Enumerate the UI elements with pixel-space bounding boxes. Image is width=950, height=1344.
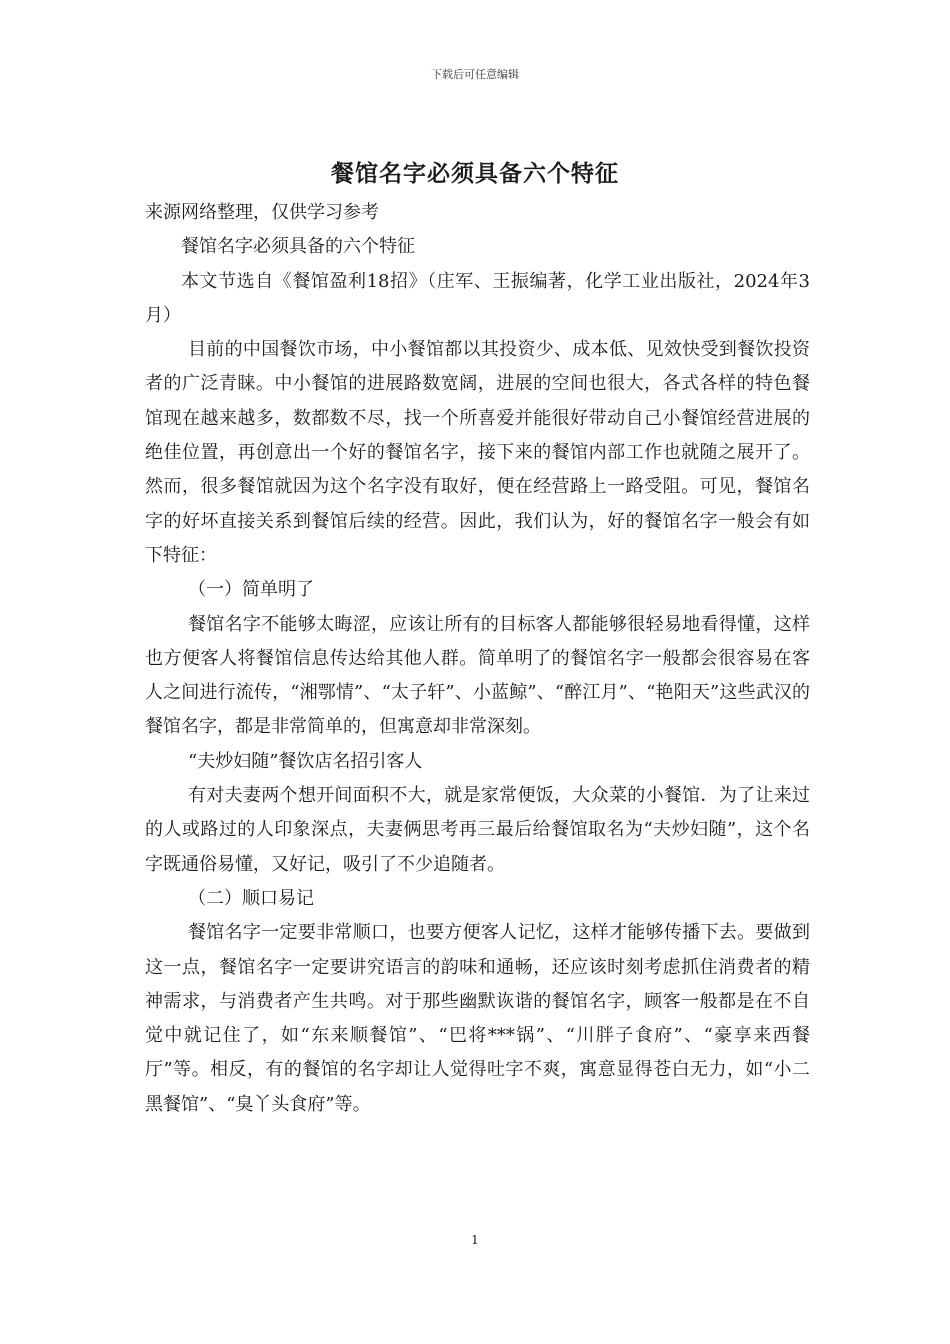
paragraph-subtitle: 餐馆名字必须具备的六个特征	[181, 236, 415, 258]
paragraph-citation: 本文节选自《餐馆盈利18招》（庄军、王振编著，化学工业出版社，2024年3月）	[145, 270, 810, 326]
page-number: 1	[471, 1233, 479, 1247]
paragraph-section-2: 餐馆名字一定要非常顺口，也要方便客人记忆，这样才能够传播下去。要做到这一点，餐馆名字一定要讲究语言的韵味和通畅，还应该时刻考虑抓住消费者的精神需求，与消费者产生共鸣。对于那些幽默诙谐的餐馆名字，顾客一般都是在不自觉中就记住了，如“东来顺餐馆”、“巴将***锅”、“川胖子食府”、“豪享来西餐厅”等。相反，有的餐馆的名字却让人觉得吐字不爽，寓意显得苍白无力，如“小二黑餐馆”、“臭丫头食府”等。	[145, 922, 810, 1115]
section-heading-1: （一）简单明了	[188, 579, 314, 601]
document-body	[145, 196, 810, 1122]
case-heading: “夫炒妇随”餐饮店名招引客人	[188, 750, 423, 772]
paragraph-section-1: 餐馆名字不能够太晦涩，应该让所有的目标客人都能够很轻易地看得懂，这样也方便客人将餐馆信息传达给其他人群。简单明了的餐馆名字一般都会很容易在客人之间进行流传，“湘鄂情”、“太子轩”、小蓝鲸”、“醉江月”、“艳阳天”这些武汉的餐馆名字，都是非常简单的，但寓意却非常深刻。	[145, 613, 810, 738]
paragraph-case: 有对夫妻两个想开间面积不大，就是家常便饭，大众菜的小餐馆．为了让来过的人或路过的人印象深点，夫妻俩思考再三最后给餐馆取名为“夫炒妇随”，这个名字既通俗易懂，又好记，吸引了不少追随者。	[145, 785, 810, 875]
source-line: 来源网络整理，仅供学习参考	[145, 202, 379, 223]
page-header-note: 下载后可任意编辑	[431, 68, 519, 81]
paragraph-intro: 目前的中国餐饮市场，中小餐馆都以其投资少、成本低、见效快受到餐饮投资者的广泛青睐。中小餐馆的进展路数宽阔，进展的空间也很大，各式各样的特色餐馆现在越来越多，数都数不尽，找一个所喜爱并能很好带动自己小餐馆经营进展的绝佳位置，再创意出一个好的餐馆名字，接下来的餐馆内部工作也就随之展开了。然而，很多餐馆就因为这个名字没有取好，便在经营路上一路受阻。可见，餐馆名字的好坏直接关系到餐馆后续的经营。因此，我们认为，好的餐馆名字一般会有如下特征：	[145, 339, 810, 566]
document-title: 餐馆名字必须具备六个特征	[331, 160, 619, 187]
section-heading-2: （二）顺口易记	[188, 887, 314, 909]
